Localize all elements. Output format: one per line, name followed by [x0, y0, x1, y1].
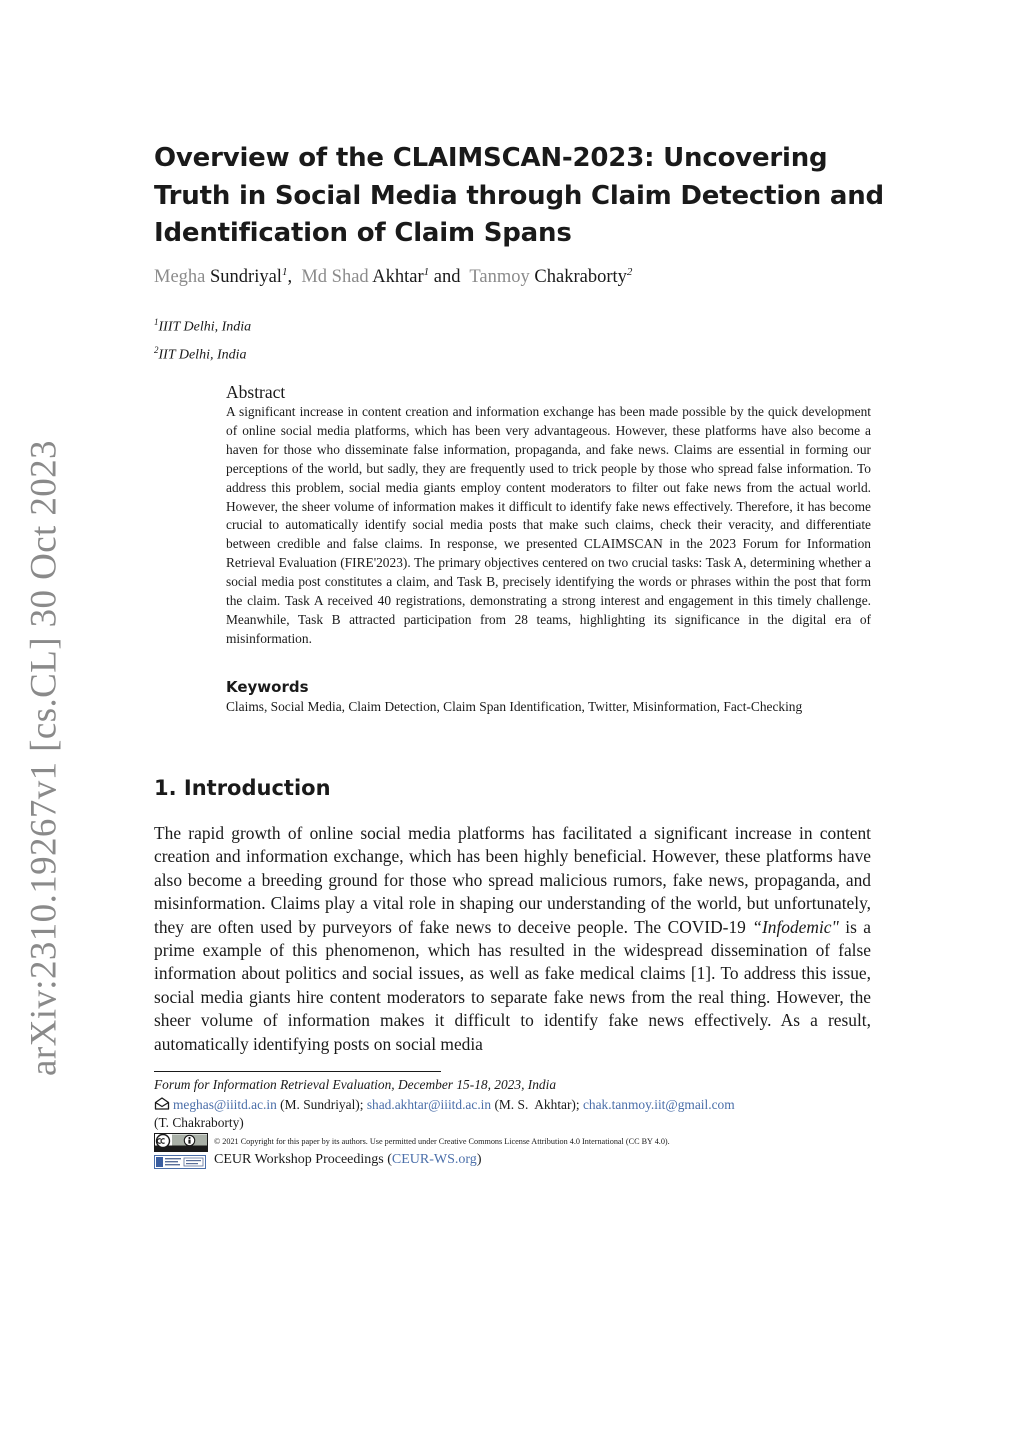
ceur-label: CEUR Workshop Proceedings (	[214, 1152, 392, 1167]
author-family-name: Akhtar	[372, 267, 424, 288]
email-owner: (T. Chakraborty)	[154, 1115, 244, 1130]
paper-title: Overview of the CLAIMSCAN-2023: Uncovering Truth in Social Media through Claim Detection and Identification of Claim Spans	[154, 143, 884, 248]
envelope-icon	[154, 1097, 170, 1110]
author-given-name: Megha	[154, 267, 206, 288]
affiliation-name: IIT Delhi, India	[158, 347, 247, 363]
email-link-sundriyal[interactable]: meghas@iiitd.ac.in	[173, 1097, 277, 1112]
ceur-proceedings	[214, 1152, 481, 1168]
introduction-text	[154, 822, 871, 1056]
keywords-text: Claims, Social Media, Claim Detection, Claim Span Identification, Twitter, Misinformation, Fact-Checking	[226, 699, 803, 714]
ceur-close: )	[476, 1152, 482, 1167]
affiliation-1	[154, 311, 251, 339]
affiliations	[154, 311, 251, 366]
author-given-name: Md Shad	[301, 267, 369, 288]
ceur-ws-link[interactable]: CEUR-WS.org	[391, 1152, 477, 1167]
keywords-heading: Keywords	[226, 678, 309, 696]
cc-by-license-icon	[154, 1133, 208, 1152]
affiliation-2	[154, 339, 251, 367]
author-list	[154, 266, 632, 288]
footnote-rule	[154, 1071, 441, 1072]
email-owner: (M. S. Akhtar);	[491, 1097, 583, 1112]
affiliation-mark: 1	[154, 317, 159, 327]
footnote-emails	[154, 1096, 854, 1132]
author-family-name: Chakraborty	[534, 267, 627, 288]
abstract-heading: Abstract	[226, 382, 286, 402]
affiliation-mark: 2	[154, 344, 159, 355]
author-affil-mark: 1	[423, 266, 430, 278]
author-affil-mark: 1	[281, 266, 288, 278]
introduction-text-part: The rapid growth of online social media platforms has facilitated a significant increase in content creation and information exchange, which has been highly beneficial. However, these platforms have also become a breeding ground for those who spread malicious rumors, fake news, propaganda, and misinformation. Claims play a vital role in shaping our understanding of the world, but unfortunately, they are often used by purveyors of fake news to deceive people. The COVID-19	[154, 823, 871, 937]
author-family-name: Sundriyal	[210, 267, 282, 288]
author-given-name: Tanmoy	[469, 267, 530, 288]
author-separator: and	[429, 267, 470, 288]
footnote-forum: Forum for Information Retrieval Evaluation, December 15-18, 2023, India	[154, 1077, 557, 1092]
author-separator: ,	[287, 267, 302, 288]
email-owner: (M. Sundriyal);	[276, 1097, 367, 1112]
ceur-logo-icon	[154, 1155, 206, 1169]
arxiv-id: arXiv:2310.19267v1 [cs.CL] 30 Oct 2023	[23, 440, 65, 1076]
email-link-chakraborty[interactable]: chak.tanmoy.iit@gmail.com	[582, 1097, 735, 1112]
arxiv-stamp	[0, 0, 90, 1448]
introduction-italic-term: “Infodemic"	[752, 916, 839, 937]
introduction-text-part: is a prime example of this phenomenon, which has resulted in the widespread dissemination of false information about politics and social issues, as well as fake medical claims [1]. To address this issue, social media giants hire content moderators to separate fake news from the real thing. However, the sheer volume of information makes it difficult to identify fake news effectively. As a result, automatically identifying posts on social media	[154, 916, 871, 1054]
author-affil-mark: 2	[626, 266, 633, 278]
copyright-notice: © 2021 Copyright for this paper by its authors. Use permitted under Creative Commons License Attribution 4.0 International (CC BY 4.0).	[214, 1137, 670, 1146]
affiliation-name: IIIT Delhi, India	[158, 319, 252, 335]
section-heading-introduction: 1. Introduction	[154, 776, 331, 800]
email-link-akhtar[interactable]: shad.akhtar@iiitd.ac.in	[366, 1097, 492, 1112]
abstract-text: A significant increase in content creation and information exchange has been made possible by the quick development of online social media platforms, which has been very advantageous. However, these platforms have also become a haven for those who disseminate false information, propaganda, and fake news. Claims are essential in forming our perceptions of the world, but sadly, they are frequently used to trick people by those who spread false information. To address this problem, social media giants employ content moderators to filter out fake news from the actual world. However, the sheer volume of information makes it difficult to identify fake news effectively. Therefore, it has become crucial to automatically identify social media posts that make such claims, check their veracity, and differentiate between credible and false claims. In response, we presented CLAIMSCAN in the 2023 Forum for Information Retrieval Evaluation (FIRE'2023). The primary objectives centered on two crucial tasks: Task A, determining whether a social media post constitutes a claim, and Task B, precisely identifying the words or phrases within the post that form the claim. Task A received 40 registrations, demonstrating a strong interest and engagement in this timely challenge. Meanwhile, Task B attracted participation from 28 teams, highlighting its significance in the digital era of misinformation.	[226, 404, 871, 646]
